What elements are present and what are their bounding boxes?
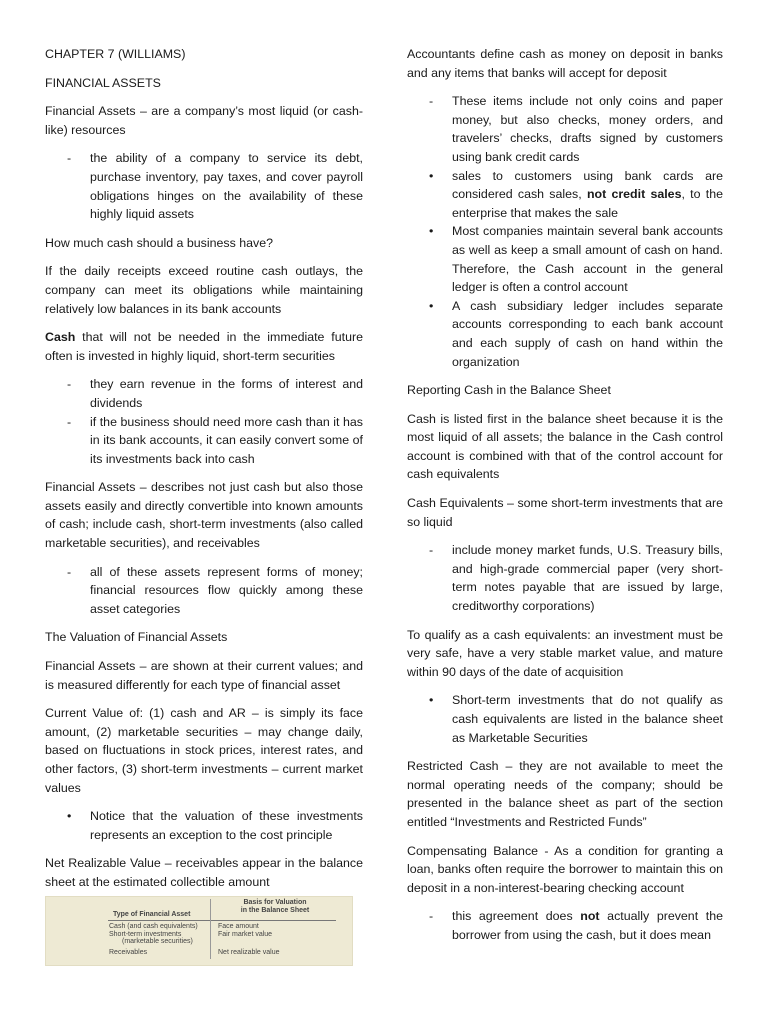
- dash-list: [45, 375, 363, 468]
- dash-marker: -: [429, 94, 434, 109]
- left-column: [45, 45, 363, 966]
- list-item: - they earn revenue in the forms of interest and dividends: [67, 377, 363, 410]
- paragraph: Accountants define cash as money on deposit in banks and any items that banks will accept for deposit: [407, 47, 723, 80]
- list-item: • A cash subsidiary ledger includes separate accounts corresponding to each bank account and each supply of cash on hand within the organization: [429, 298, 723, 369]
- dash-list: [45, 563, 363, 619]
- list-item: • Short-term investments that do not qualify as cash equivalents are listed in the balance sheet as Marketable Securities: [429, 693, 723, 745]
- dash-list: [45, 149, 363, 223]
- list-item: • Most companies maintain several bank accounts as well as keep a small amount of cash on hand. Therefore, the Cash account in the general ledger is often a control account: [429, 224, 723, 295]
- table-header-basis: Basis for Valuation in the Balance Sheet: [240, 898, 310, 914]
- dash-list: [407, 907, 723, 944]
- list-item: - this agreement does not actually prevent the borrower from using the cash, but it does mean: [429, 909, 723, 942]
- mixed-list: [407, 92, 723, 371]
- chapter-heading: CHAPTER 7 (WILLIAMS): [45, 47, 186, 61]
- bullet-marker: •: [67, 809, 72, 824]
- list-item: • sales to customers using bank cards are considered cash sales, not credit sales, to the enterprise that makes the sale: [429, 168, 723, 220]
- dash-marker: -: [67, 151, 72, 166]
- section-title: FINANCIAL ASSETS: [45, 75, 161, 90]
- subsection-title: The Valuation of Financial Assets: [45, 630, 228, 645]
- paragraph: Financial Assets – are a company’s most liquid (or cash-like) resources: [45, 104, 363, 137]
- table-cell-asset: Short-term investments: [109, 930, 182, 938]
- table-cell-basis: Face amount: [218, 922, 259, 930]
- bullet-marker: •: [429, 224, 434, 239]
- paragraph: Net Realizable Value – receivables appear in the balance sheet at the estimated collectible amount: [45, 856, 363, 889]
- valuation-table-image: [45, 896, 353, 966]
- bold-term: Cash: [45, 330, 76, 345]
- list-item: - These items include not only coins and paper money, but also checks, money orders, and travelers’ checks, drafts signed by customers using bank credit cards: [429, 94, 723, 164]
- paragraph: Financial Assets – are shown at their current values; and is measured differently for each type of financial asset: [45, 659, 363, 692]
- paragraph: To qualify as a cash equivalents: an investment must be very safe, have a very stable market value, and mature within 90 days of the date of acquisition: [407, 627, 723, 679]
- paragraph: If the daily receipts exceed routine cash outlays, the company can meet its obligations while maintaining relatively low balances in its bank accounts: [45, 264, 363, 316]
- list-item: - all of these assets represent forms of money; financial resources flow quickly among these asset categories: [67, 564, 363, 616]
- table-cell-basis: Fair market value: [218, 930, 273, 938]
- table-cell-asset-sub: (marketable securities): [122, 937, 193, 945]
- bullet-list: [45, 807, 363, 844]
- list-item: - if the business should need more cash than it has in its bank accounts, it can easily convert some of its investments back into cash: [67, 414, 363, 466]
- paragraph: Compensating Balance - As a condition for granting a loan, banks often require the borrower to maintain this on deposit in a non-interest-bearing checking account: [407, 843, 723, 895]
- list-item: - include money market funds, U.S. Treasury bills, and high-grade commercial paper (very short-term notes payable that are issued by large, creditworthy corporations): [429, 543, 723, 614]
- table-cell-asset: Cash (and cash equivalents): [109, 922, 198, 930]
- dash-marker: -: [429, 543, 434, 558]
- paragraph: Cash Equivalents – some short-term investments that are so liquid: [407, 496, 723, 529]
- bullet-marker: •: [429, 168, 434, 183]
- table-cell-basis: Net realizable value: [218, 948, 280, 956]
- dash-marker: -: [67, 377, 72, 392]
- right-column: [407, 45, 723, 955]
- dash-marker: -: [67, 564, 72, 579]
- paragraph: Current Value of: (1) cash and AR – is simply its face amount, (2) marketable securities – may change daily, based on fluctuations in stock prices, interest rates, and other factors, (3) short-term investments – current market values: [45, 706, 363, 795]
- list-item: • Notice that the valuation of these investments represents an exception to the cost principle: [67, 809, 363, 842]
- question: How much cash should a business have?: [45, 235, 273, 250]
- bullet-marker: •: [429, 298, 434, 313]
- table-rule: [108, 920, 336, 921]
- dash-marker: -: [429, 909, 434, 924]
- bullet-marker: •: [429, 693, 434, 708]
- table-header-type: Type of Financial Asset: [113, 910, 191, 918]
- subsection-title: Reporting Cash in the Balance Sheet: [407, 383, 611, 398]
- paragraph: Cash is listed first in the balance sheet because it is the most liquid of all assets; the balance in the Cash control account is combined with that of the control account for cash equivalents: [407, 411, 723, 482]
- bullet-list: [407, 691, 723, 747]
- paragraph: Restricted Cash – they are not available to meet the normal operating needs of the company; should be presented in the balance sheet as part of the section entitled “Investments and Restricted Funds”: [407, 759, 723, 829]
- paragraph: Financial Assets – describes not just cash but also those assets easily and directly convertible into known amounts of cash; include cash, short-term investments (also called marketable securities), and receivables: [45, 480, 363, 551]
- list-item: - the ability of a company to service its debt, purchase inventory, pay taxes, and cover payroll obligations hinges on the availability of these highly liquid assets: [67, 151, 363, 222]
- bold-term: not credit sales: [586, 187, 682, 202]
- paragraph: Cash that will not be needed in the immediate future often is invested in highly liquid, short-term securities: [45, 330, 363, 363]
- bold-term: not: [580, 909, 600, 924]
- table-divider: [210, 899, 211, 959]
- dash-list: [407, 541, 723, 615]
- table-cell-asset: Receivables: [109, 948, 148, 956]
- dash-marker: -: [67, 414, 72, 429]
